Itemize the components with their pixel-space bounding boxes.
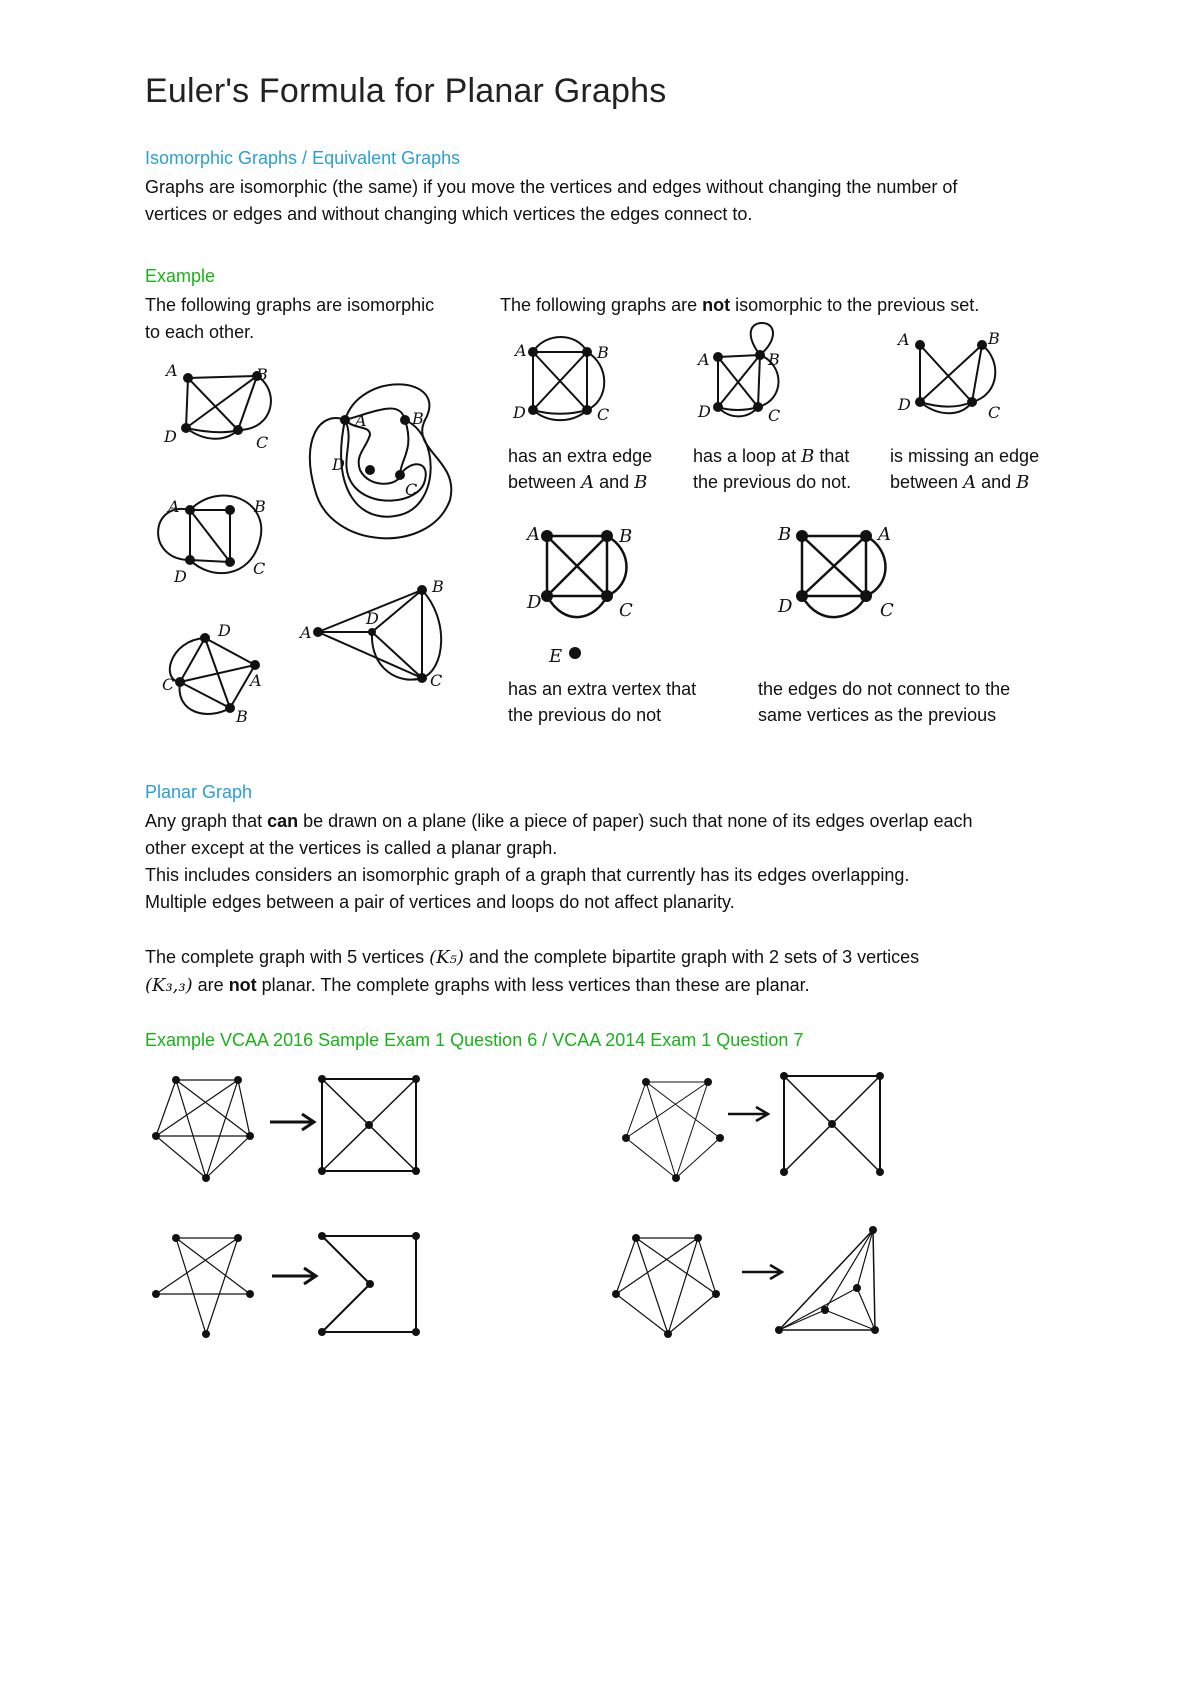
label-c: C bbox=[430, 671, 443, 690]
vertex-b bbox=[755, 350, 765, 360]
vertex-d bbox=[365, 465, 375, 475]
label-d: D bbox=[174, 567, 187, 586]
label-a: A bbox=[878, 524, 891, 545]
vertex-d bbox=[915, 397, 925, 407]
isomorphic-definition-line-1: Graphs are isomorphic (the same) if you move the vertices and edges without changing the number of bbox=[145, 177, 958, 197]
not-isomorphic-text-pre: The following graphs are bbox=[500, 295, 703, 315]
non-isomorphic-graph-extra-edge bbox=[505, 340, 625, 430]
label-d: D bbox=[698, 402, 711, 421]
non-isomorphic-graph-extra-vertex bbox=[515, 520, 645, 670]
arrow-icon bbox=[270, 1266, 320, 1286]
k33-notation: (K₃,₃) bbox=[145, 975, 193, 996]
caption-extra-edge-pre: between bbox=[508, 472, 582, 492]
vertex-c bbox=[395, 470, 405, 480]
planar-line-1-pre: Any graph that bbox=[145, 811, 268, 831]
vcaa-graph-2-redrawn bbox=[780, 1070, 890, 1180]
vcaa-example-heading: Example VCAA 2016 Sample Exam 1 Question 6 / VCAA 2014 Exam 1 Question 7 bbox=[145, 1030, 804, 1050]
vertex-b bbox=[796, 530, 808, 542]
vertex-c bbox=[967, 397, 977, 407]
caption-missing-edge-and: and bbox=[976, 472, 1017, 492]
planar-definition-line-3: This includes considers an isomorphic graph of a graph that currently has its edges overlapping. bbox=[145, 865, 910, 885]
label-b: B bbox=[432, 577, 444, 596]
caption-loop-pre: has a loop at bbox=[693, 446, 802, 466]
complete-graph-line-2-pre: are bbox=[192, 975, 229, 995]
isomorphic-graph-1 bbox=[150, 360, 280, 460]
planar-line-1-bold: can bbox=[267, 811, 299, 831]
caption-extra-vertex-line-2: the previous do not bbox=[508, 705, 662, 725]
label-a: A bbox=[166, 361, 178, 380]
k5-notation: (K₅) bbox=[429, 947, 464, 968]
label-b: B bbox=[619, 526, 633, 547]
caption-loop-line-2: the previous do not. bbox=[693, 472, 852, 492]
label-d: D bbox=[898, 395, 911, 414]
vertex-a bbox=[528, 347, 538, 357]
isomorphic-graph-3 bbox=[150, 620, 280, 730]
vcaa-graph-1-original bbox=[150, 1070, 270, 1180]
isomorphic-graph-4 bbox=[300, 380, 470, 560]
complete-graph-line-2-bold: not bbox=[228, 975, 257, 995]
complete-graph-line-1 bbox=[145, 944, 919, 971]
planar-line-1-post: be drawn on a plane (like a piece of paper) such that none of its edges overlap each bbox=[298, 811, 973, 831]
caption-missing-edge-line-1: is missing an edge bbox=[890, 446, 1040, 466]
label-a: A bbox=[300, 623, 312, 642]
not-isomorphic-text bbox=[500, 292, 979, 319]
label-c: C bbox=[988, 403, 1001, 422]
vertex-a bbox=[860, 530, 872, 542]
label-c: C bbox=[256, 433, 269, 452]
non-isomorphic-graph-missing-edge bbox=[890, 330, 1010, 430]
vertex-a bbox=[340, 415, 350, 425]
vertex-a bbox=[313, 627, 323, 637]
vertex-c bbox=[860, 590, 872, 602]
vertex-a bbox=[250, 660, 260, 670]
caption-missing-edge-var-b: B bbox=[1016, 472, 1030, 493]
label-a: A bbox=[898, 330, 910, 349]
vertex-b bbox=[601, 530, 613, 542]
label-e: E bbox=[549, 646, 563, 667]
label-c: C bbox=[597, 405, 610, 424]
vertex-b bbox=[417, 585, 427, 595]
label-a: A bbox=[250, 671, 262, 690]
complete-graph-line-2 bbox=[145, 972, 810, 999]
caption-different-edges-line-1: the edges do not connect to the bbox=[758, 679, 1011, 699]
label-a: A bbox=[515, 341, 527, 360]
isomorphic-set-text-line-2: to each other. bbox=[145, 322, 255, 342]
isomorphic-definition-line-2: vertices or edges and without changing which vertices the edges connect to. bbox=[145, 204, 753, 224]
caption-different-edges-line-2: same vertices as the previous bbox=[758, 705, 997, 725]
label-d: D bbox=[366, 609, 379, 628]
caption-extra-edge-and: and bbox=[594, 472, 635, 492]
vertex-b bbox=[977, 340, 987, 350]
vertex-b bbox=[225, 703, 235, 713]
label-c: C bbox=[253, 559, 266, 578]
vertex-a bbox=[183, 373, 193, 383]
label-a: A bbox=[168, 497, 180, 516]
label-c: C bbox=[405, 480, 418, 499]
caption-extra-edge-line-1: has an extra edge bbox=[508, 446, 653, 466]
vcaa-graph-3-redrawn bbox=[318, 1230, 423, 1340]
vertex-d bbox=[528, 405, 538, 415]
label-b: B bbox=[768, 350, 780, 369]
not-isomorphic-text-bold: not bbox=[702, 295, 731, 315]
label-b: B bbox=[256, 365, 268, 384]
label-d: D bbox=[218, 621, 231, 640]
vertex-d bbox=[181, 423, 191, 433]
label-a: A bbox=[527, 524, 540, 545]
caption-extra-edge-var-a: A bbox=[581, 472, 595, 493]
label-b: B bbox=[236, 707, 248, 726]
vcaa-graph-4-redrawn bbox=[775, 1226, 885, 1336]
label-c: C bbox=[768, 406, 781, 425]
caption-missing-edge-var-a: A bbox=[963, 472, 977, 493]
example-heading: Example bbox=[145, 266, 216, 286]
label-d: D bbox=[527, 592, 542, 613]
vertex-c bbox=[753, 402, 763, 412]
caption-loop-post: that bbox=[814, 446, 850, 466]
complete-graph-line-1-pre: The complete graph with 5 vertices bbox=[145, 947, 430, 967]
isomorphic-graph-2 bbox=[150, 480, 280, 590]
vertex-d bbox=[200, 633, 210, 643]
vertex-a bbox=[185, 505, 195, 515]
vertex-d bbox=[541, 590, 553, 602]
vertex-d bbox=[713, 402, 723, 412]
vertex-a bbox=[713, 352, 723, 362]
vcaa-graph-3-original bbox=[150, 1230, 270, 1340]
vertex-a bbox=[541, 530, 553, 542]
label-c: C bbox=[162, 675, 175, 694]
caption-missing-edge-pre: between bbox=[890, 472, 964, 492]
page-title: Euler's Formula for Planar Graphs bbox=[145, 72, 667, 110]
vertex-b bbox=[400, 415, 410, 425]
vcaa-graph-2-original bbox=[620, 1074, 740, 1184]
vertex-e bbox=[569, 647, 581, 659]
non-isomorphic-graph-different-edges bbox=[770, 520, 910, 640]
vertex-c bbox=[582, 405, 592, 415]
label-d: D bbox=[164, 427, 177, 446]
vcaa-graph-4-original bbox=[612, 1230, 732, 1340]
label-b: B bbox=[412, 409, 424, 428]
label-a: A bbox=[698, 350, 710, 369]
vertex-d bbox=[796, 590, 808, 602]
label-c: C bbox=[880, 600, 894, 621]
label-b: B bbox=[254, 497, 266, 516]
complete-graph-line-1-post: and the complete bipartite graph with 2 sets of 3 vertices bbox=[463, 947, 920, 967]
label-a: A bbox=[355, 411, 367, 430]
label-b: B bbox=[988, 329, 1000, 348]
non-isomorphic-graph-loop bbox=[690, 325, 810, 430]
vertex-c bbox=[233, 425, 243, 435]
caption-extra-edge-var-b: B bbox=[634, 472, 648, 493]
vertex-c bbox=[417, 673, 427, 683]
section-heading-planar: Planar Graph bbox=[145, 782, 253, 802]
vertex-d bbox=[368, 628, 376, 636]
planar-definition-line-2: other except at the vertices is called a planar graph. bbox=[145, 838, 558, 858]
isomorphic-graph-5 bbox=[300, 577, 460, 690]
label-d: D bbox=[513, 403, 526, 422]
vertex-b bbox=[225, 505, 235, 515]
section-heading-isomorphic: Isomorphic Graphs / Equivalent Graphs bbox=[145, 148, 461, 168]
label-c: C bbox=[619, 600, 633, 621]
arrow-icon bbox=[268, 1112, 318, 1132]
not-isomorphic-text-post: isomorphic to the previous set. bbox=[730, 295, 980, 315]
vertex-b bbox=[582, 347, 592, 357]
caption-missing-edge-line-2 bbox=[890, 469, 1029, 496]
planar-definition-line-1 bbox=[145, 808, 973, 835]
arrow-icon bbox=[726, 1104, 776, 1124]
complete-graph-line-2-post: planar. The complete graphs with less vertices than these are planar. bbox=[256, 975, 810, 995]
vertex-a bbox=[915, 340, 925, 350]
label-b: B bbox=[597, 343, 609, 362]
caption-extra-vertex-line-1: has an extra vertex that bbox=[508, 679, 697, 699]
planar-definition-line-4: Multiple edges between a pair of vertices and loops do not affect planarity. bbox=[145, 892, 735, 912]
isomorphic-set-text-line-1: The following graphs are isomorphic bbox=[145, 295, 435, 315]
label-d: D bbox=[778, 596, 793, 617]
vertex-d bbox=[185, 555, 195, 565]
caption-loop-var-b: B bbox=[801, 446, 815, 467]
label-b: B bbox=[778, 524, 792, 545]
caption-extra-edge-line-2 bbox=[508, 469, 647, 496]
vertex-c bbox=[225, 557, 235, 567]
caption-loop-line-1 bbox=[693, 443, 849, 470]
vertex-c bbox=[601, 590, 613, 602]
label-d: D bbox=[332, 455, 345, 474]
vcaa-graph-1-redrawn bbox=[318, 1075, 423, 1175]
vertex-c bbox=[175, 677, 185, 687]
